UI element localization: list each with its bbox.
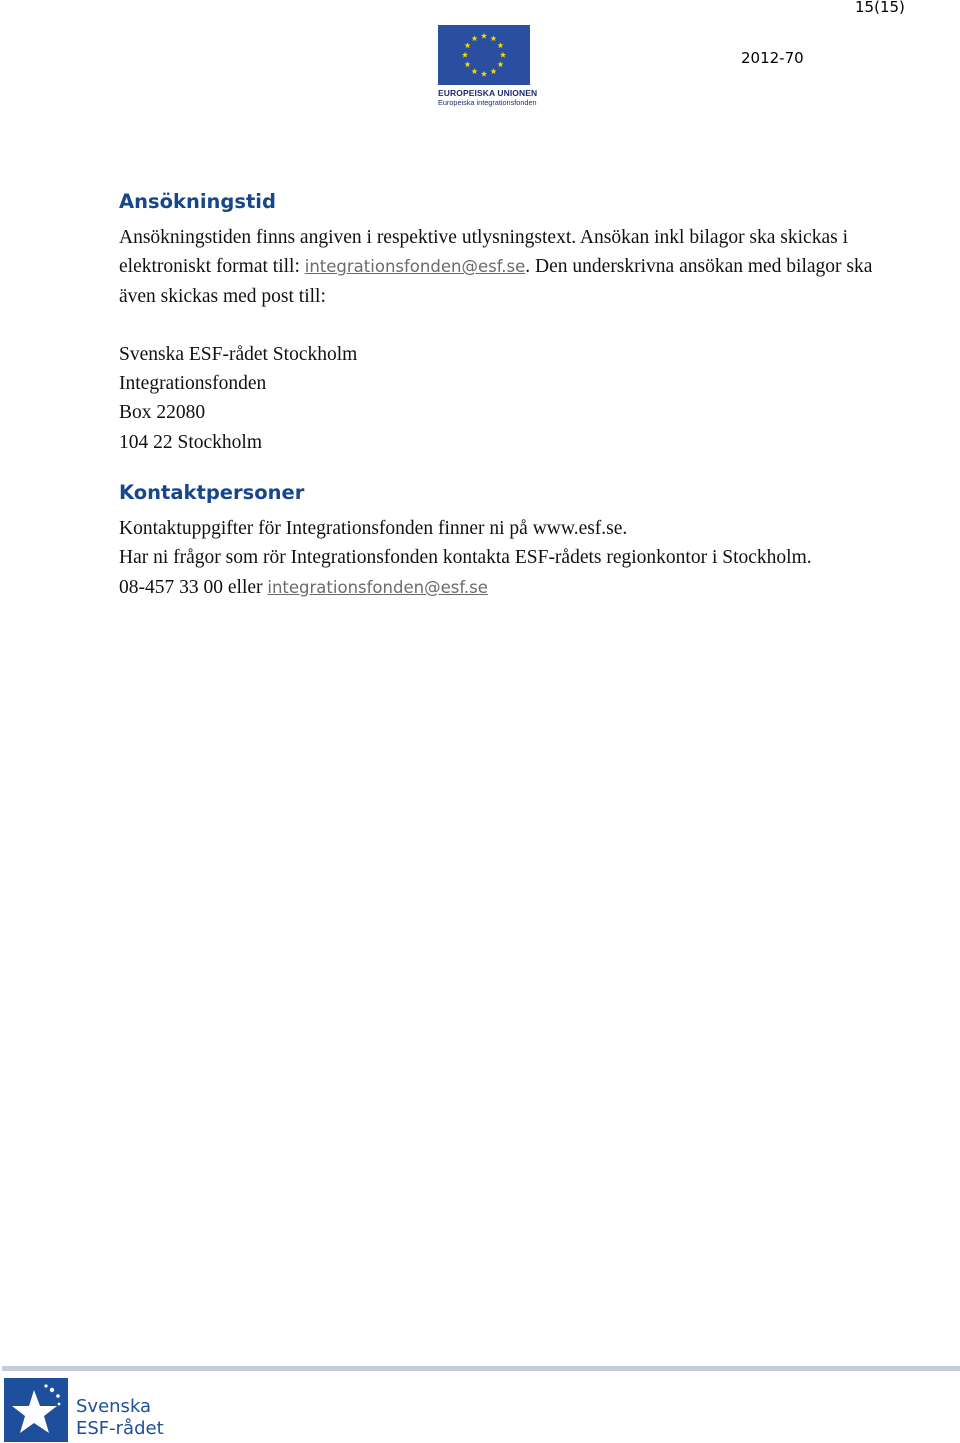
- contact-email-link[interactable]: integrationsfonden@esf.se: [267, 577, 488, 597]
- postal-address: [119, 340, 879, 457]
- phone-number: 08-457 33 00 eller: [119, 576, 268, 598]
- esf-radet-logo: [4, 1378, 164, 1442]
- application-text-end: . Den underskrivna ansökan med bilagor ska även skickas med post till:: [119, 256, 873, 307]
- esf-logo-line2: ESF-rådet: [76, 1418, 164, 1439]
- eu-logo-fund: Europeiska integrationsfonden: [438, 98, 537, 107]
- application-email-link[interactable]: integrationsfonden@esf.se: [304, 257, 526, 277]
- section-heading-kontaktpersoner: Kontaktpersoner: [119, 481, 305, 505]
- address-line: Box 22080: [119, 402, 206, 424]
- esf-logo-line1: Svenska: [76, 1396, 152, 1417]
- address-line: Integrationsfonden: [119, 373, 267, 395]
- eu-logo-name: EUROPEISKA UNIONEN: [438, 88, 538, 98]
- application-paragraph: [119, 223, 879, 311]
- eu-logo: [438, 25, 538, 107]
- page-number: 15(15): [855, 0, 905, 16]
- eu-flag-icon: [438, 25, 530, 85]
- section-heading-ansokningstid: Ansökningstid: [119, 190, 276, 213]
- application-text-start: Ansökningstiden finns angiven i respektive utlysningstext. Ansökan inkl bilagor ska skickas i elektroniskt format till:: [119, 227, 849, 278]
- document-number: 2012-70: [741, 49, 804, 67]
- contact-line-questions: Har ni frågor som rör Integrationsfonden kontakta ESF-rådets regionkontor i Stockholm.: [119, 547, 812, 569]
- address-line: Svenska ESF-rådet Stockholm: [119, 343, 358, 365]
- contact-line-phone: [119, 573, 879, 602]
- contact-section: [119, 479, 879, 602]
- esf-star-icon: [4, 1378, 68, 1442]
- footer-divider: [2, 1366, 960, 1371]
- esf-logo-text: [76, 1396, 164, 1440]
- address-line: 104 22 Stockholm: [119, 431, 263, 453]
- document-body: [119, 188, 879, 602]
- contact-line-website: Kontaktuppgifter för Integrationsfonden finner ni på www.esf.se.: [119, 518, 628, 540]
